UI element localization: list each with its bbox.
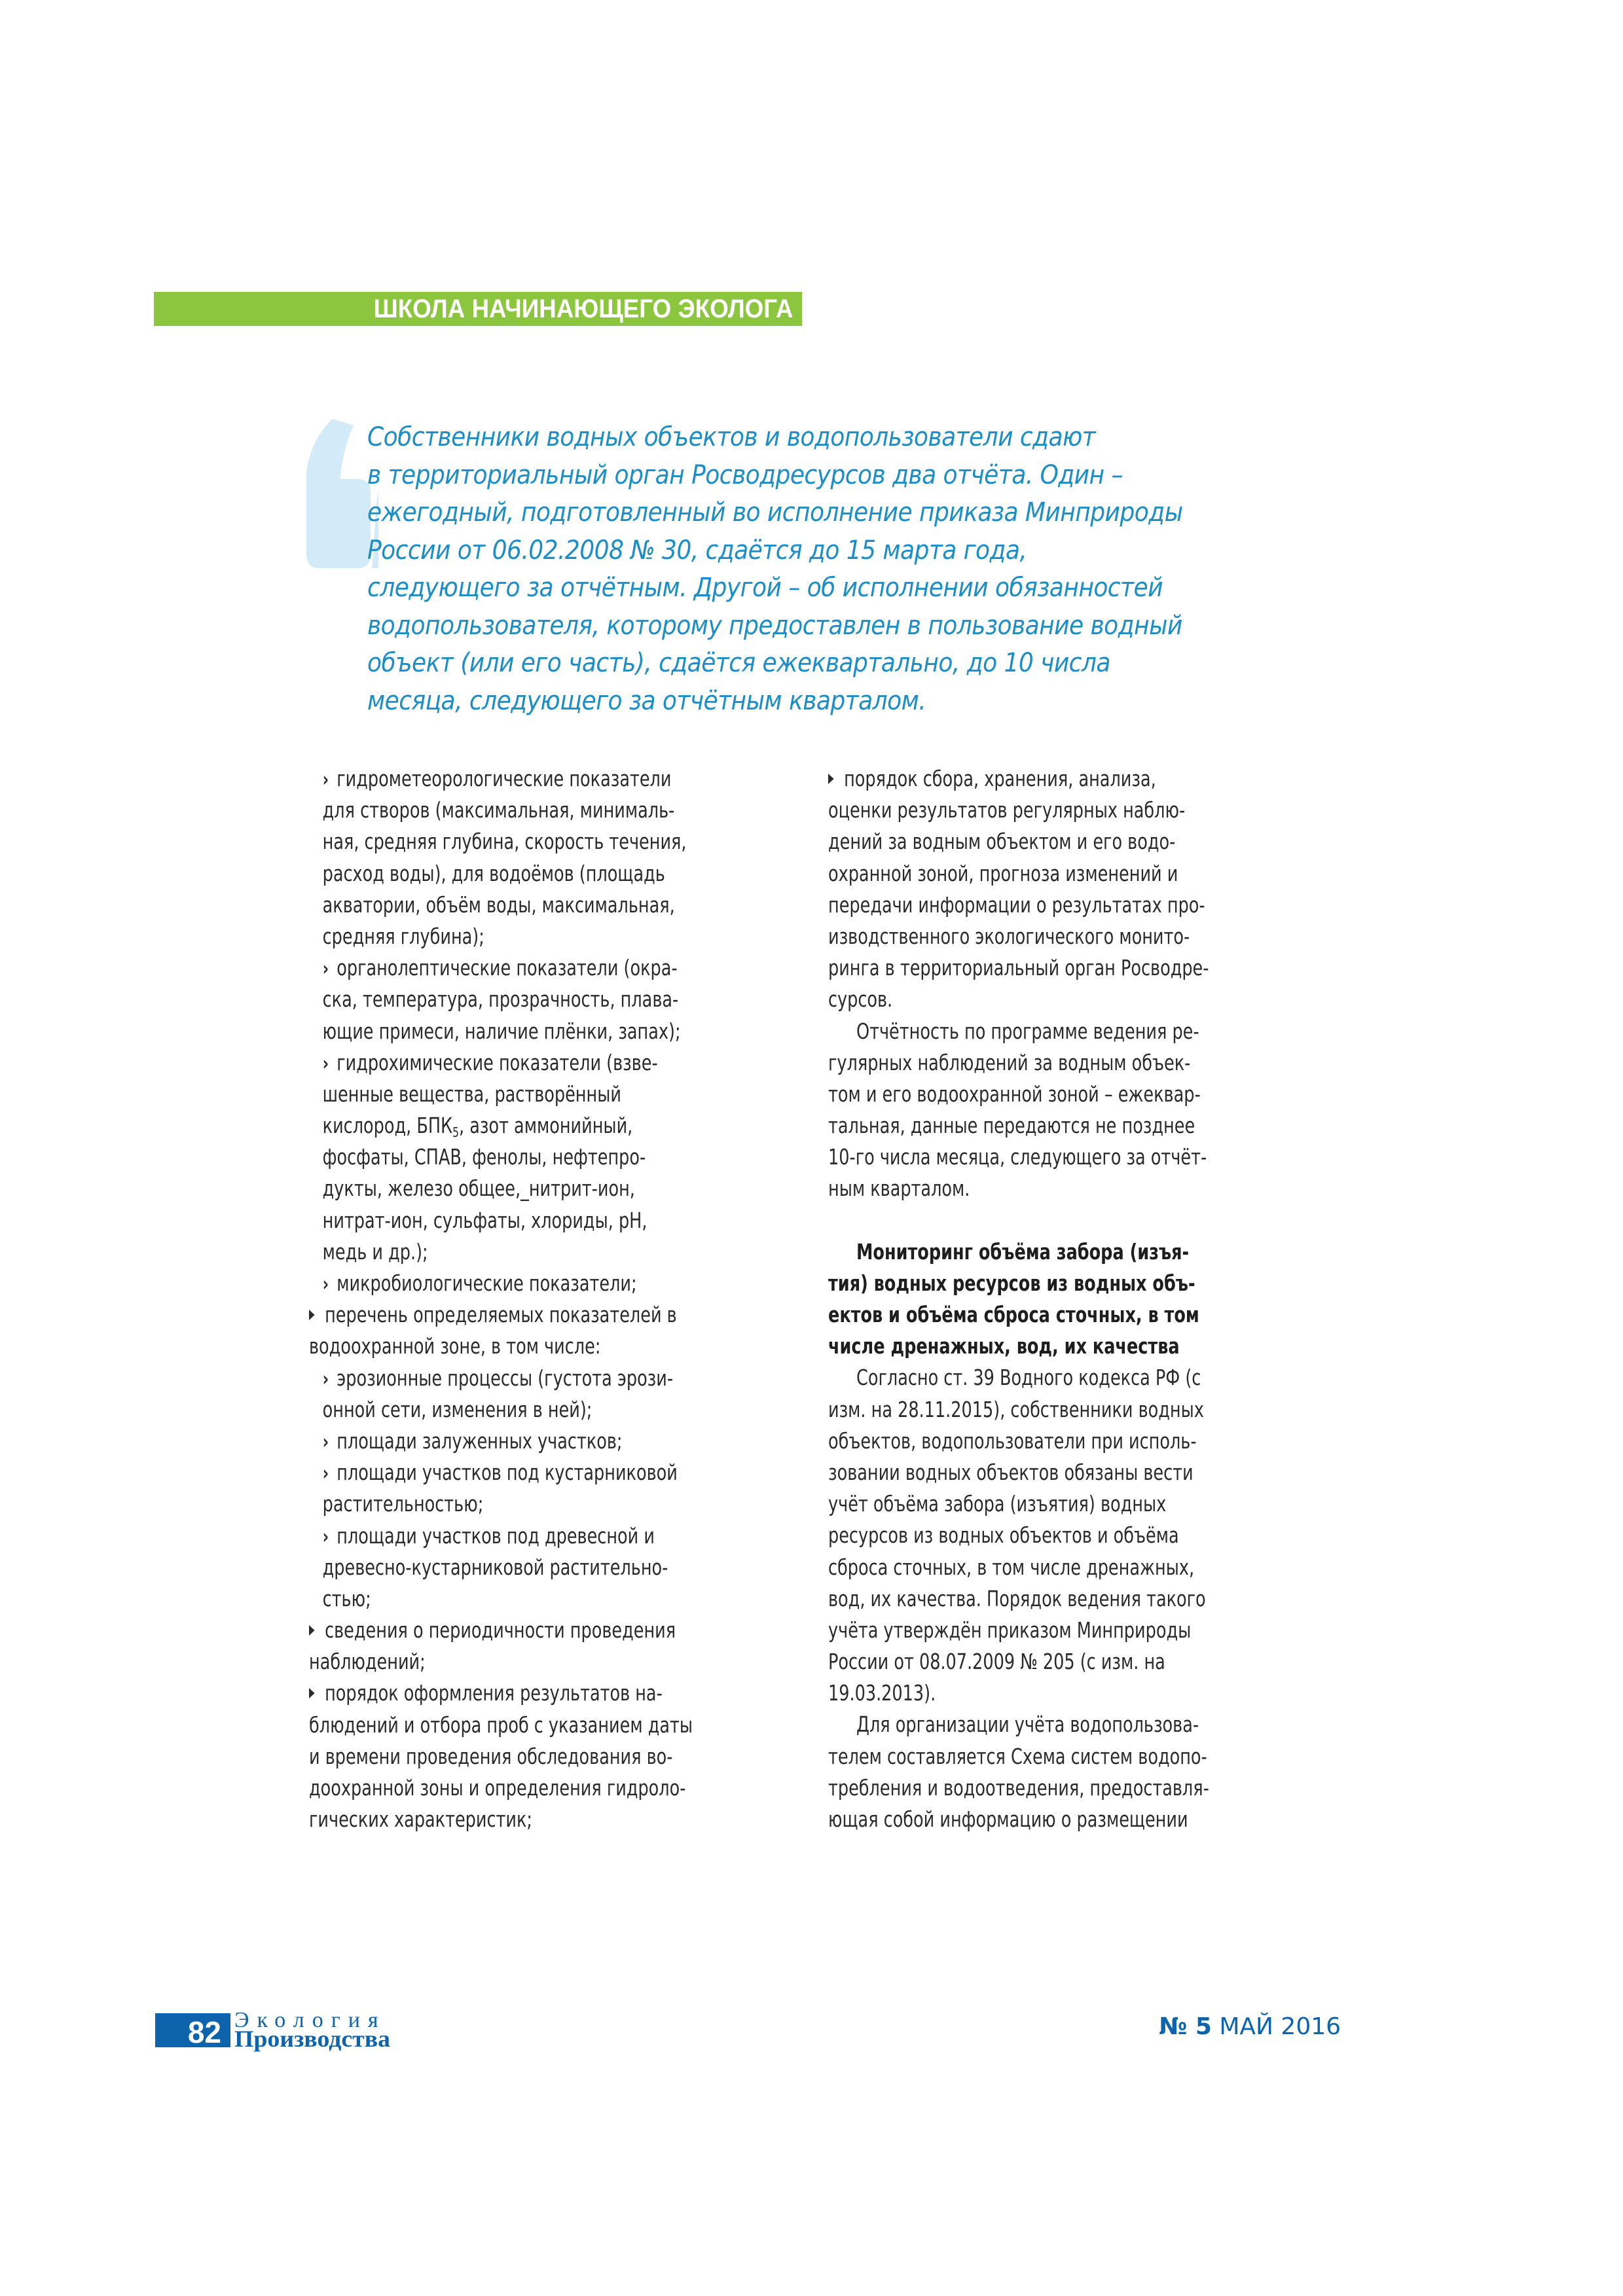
section-header-bar (154, 292, 802, 326)
text-line: России от 08.07.2009 № 205 (с изм. на (828, 1649, 1165, 1675)
issue-number: № 5 (1159, 2013, 1212, 2040)
triangle-bullet-icon (828, 774, 834, 784)
quote-line: следующего за отчётным. Другой – об исполнении обязанностей (367, 573, 1163, 603)
text-line: телем составляется Схема систем водопо- (828, 1743, 1207, 1769)
text-line: дений за водным объектом и его водо- (828, 829, 1176, 855)
text-line: изводственного экологического монито- (828, 923, 1190, 949)
text-line: доохранной зоны и определения гидроло- (309, 1775, 686, 1801)
text-line: дукты, железо общее,_нитрит-ион, (322, 1175, 635, 1202)
chevron-bullet-icon: › (322, 768, 329, 791)
list-item-procedure: порядок сбора, хранения, анализа, (828, 763, 1252, 795)
text-line: растительностью; (322, 1491, 484, 1517)
text-line: зовании водных объектов обязаны вести (828, 1459, 1194, 1485)
magazine-logo-bottom: Производства (234, 2026, 391, 2052)
text-line: 10-го числа месяца, следующего за отчёт- (828, 1144, 1207, 1170)
text-line: медь и др.); (322, 1238, 428, 1265)
issue-date: МАЙ 2016 (1219, 2013, 1341, 2040)
text-line: оценки результатов регулярных наблю- (828, 797, 1186, 823)
list-item-organoleptic: › органолептические показатели (окра- (322, 955, 678, 981)
text-line: водоохранной зоне, в том числе: (309, 1333, 601, 1359)
quote-line: объект (или его часть), сдаётся ежеквартально, до 10 числа (367, 648, 1110, 678)
text-line: ющие примеси, наличие плёнки, запах); (322, 1018, 681, 1044)
list-item-periodicity: сведения о периодичности проведения (309, 1615, 733, 1646)
text-line: учёта утверждён приказом Минприроды (828, 1617, 1192, 1643)
text-line: тальная, данные передаются не позднее (828, 1113, 1195, 1139)
page-number-box (155, 2013, 230, 2047)
text-line: 19.03.2013). (828, 1680, 936, 1706)
chevron-bullet-icon: › (322, 1273, 329, 1296)
right-column (828, 763, 1321, 1835)
list-item-erosion: › эрозионные процессы (густота эрози- (322, 1365, 674, 1391)
quote-line: в территориальный орган Росводресурсов два отчёта. Один – (367, 459, 1123, 490)
chevron-bullet-icon: › (322, 1367, 329, 1391)
text-line: акватории, объём воды, максимальная, (322, 891, 675, 918)
quote-line: Собственники водных объектов и водопользователи сдают (367, 422, 1096, 452)
list-item-indicators: перечень определяемых показателей в (309, 1299, 733, 1331)
page-number: 82 (187, 2015, 221, 2049)
text-line: ная, средняя глубина, скорость течения, (322, 829, 687, 855)
text-line: стью; (322, 1585, 371, 1611)
triangle-bullet-icon (309, 1688, 315, 1698)
spacer (828, 1205, 1321, 1236)
text-line: вод, их качества. Порядок ведения такого (828, 1585, 1206, 1611)
text-line: гических характеристик; (309, 1806, 533, 1833)
text-line: кислород, $БПК_5$, азот аммонийный, (322, 1113, 633, 1141)
text-line: ющая собой информацию о размещении (828, 1806, 1188, 1832)
section-heading: числе дренажных, вод, их качества (828, 1333, 1180, 1359)
chevron-bullet-icon: › (322, 1525, 329, 1549)
pull-quote (367, 419, 1336, 720)
text-line: блюдений и отбора проб с указанием даты (309, 1712, 693, 1738)
issue-info (1159, 2013, 1341, 2040)
text-line: нитрат-ион, сульфаты, хлориды, pH, (322, 1207, 647, 1233)
text-line: требления и водоотведения, предоставля- (828, 1774, 1209, 1801)
text-line: наблюдений; (309, 1649, 426, 1675)
text-line: расход воды), для водоёмов (площадь (322, 860, 665, 886)
text-line: ным кварталом. (828, 1175, 970, 1202)
text-line: учёт объёма забора (изъятия) водных (828, 1491, 1167, 1517)
quote-line: месяца, следующего за отчётным кварталом. (367, 685, 926, 716)
list-item-microbiological: › микробиологические показатели; (322, 1270, 637, 1296)
text-line: сурсов. (828, 986, 893, 1013)
text-line: сброса сточных, в том числе дренажных, (828, 1554, 1195, 1580)
triangle-bullet-icon (309, 1310, 315, 1320)
subscript: 5 (452, 1124, 460, 1141)
left-column (309, 763, 801, 1835)
text-line: объектов, водопользователи при исполь- (828, 1427, 1197, 1454)
text-line: изм. на 28.11.2015), собственники водных (828, 1396, 1204, 1422)
text-line: онной сети, изменения в ней); (322, 1396, 593, 1422)
text-line: охранной зоной, прогноза изменений и (828, 860, 1178, 886)
section-heading: Мониторинг объёма забора (изъя- (856, 1238, 1190, 1265)
chevron-bullet-icon: › (322, 1462, 329, 1486)
quote-line: ежегодный, подготовленный во исполнение приказа Минприроды (367, 497, 1183, 528)
text-line: ресурсов из водных объектов и объёма (828, 1522, 1179, 1549)
magazine-logo-top: Экология (234, 2008, 386, 2032)
paragraph-water-code: Согласно ст. 39 Водного кодекса РФ (с (856, 1365, 1201, 1391)
quote-line: водопользователя, которому предоставлен в пользование водный (367, 610, 1182, 641)
list-item-shrub: › площади участков под кустарниковой (322, 1460, 678, 1486)
list-item-meadow: › площади залуженных участков; (322, 1427, 623, 1454)
section-title: ШКОЛА НАЧИНАЮЩЕГО ЭКОЛОГА (373, 295, 793, 323)
chevron-bullet-icon: › (322, 958, 329, 981)
list-item-results: порядок оформления результатов на- (309, 1677, 733, 1709)
paragraph-reporting: Отчётность по программе ведения ре- (856, 1018, 1199, 1044)
chevron-bullet-icon: › (322, 1052, 329, 1075)
section-heading: ектов и объёма сброса сточных, в том (828, 1302, 1199, 1327)
text-line: фосфаты, СПАВ, фенолы, нефтепро- (322, 1144, 646, 1170)
quote-line: России от 06.02.2008 № 30, сдаётся до 15 марта года, (367, 535, 1027, 565)
text-line: гулярных наблюдений за водным объек- (828, 1049, 1191, 1075)
section-heading: тия) водных ресурсов из водных объ- (828, 1270, 1195, 1296)
list-item-tree: › площади участков под древесной и (322, 1522, 655, 1549)
text-line: древесно-кустарниковой растительно- (322, 1554, 668, 1580)
text-line: средняя глубина); (322, 923, 484, 949)
text-line: том и его водоохранной зоной – ежеквар- (828, 1081, 1201, 1107)
list-item-hydrometeo: › гидрометеорологические показатели (322, 766, 672, 791)
chevron-bullet-icon: › (322, 1430, 329, 1454)
text-line: шенные вещества, растворённый (322, 1081, 621, 1107)
text-line: для створов (максимальная, минималь- (322, 797, 675, 823)
text-line: ринга в территориальный орган Росводре- (828, 955, 1209, 981)
text-line: передачи информации о результатах про- (828, 891, 1205, 918)
text-line: и времени проведения обследования во- (309, 1743, 673, 1769)
triangle-bullet-icon (309, 1625, 315, 1636)
text-line: ска, температура, прозрачность, плава- (322, 986, 679, 1013)
paragraph-scheme: Для организации учёта водопользова- (856, 1712, 1199, 1738)
list-item-hydrochemical: › гидрохимические показатели (взве- (322, 1049, 658, 1075)
